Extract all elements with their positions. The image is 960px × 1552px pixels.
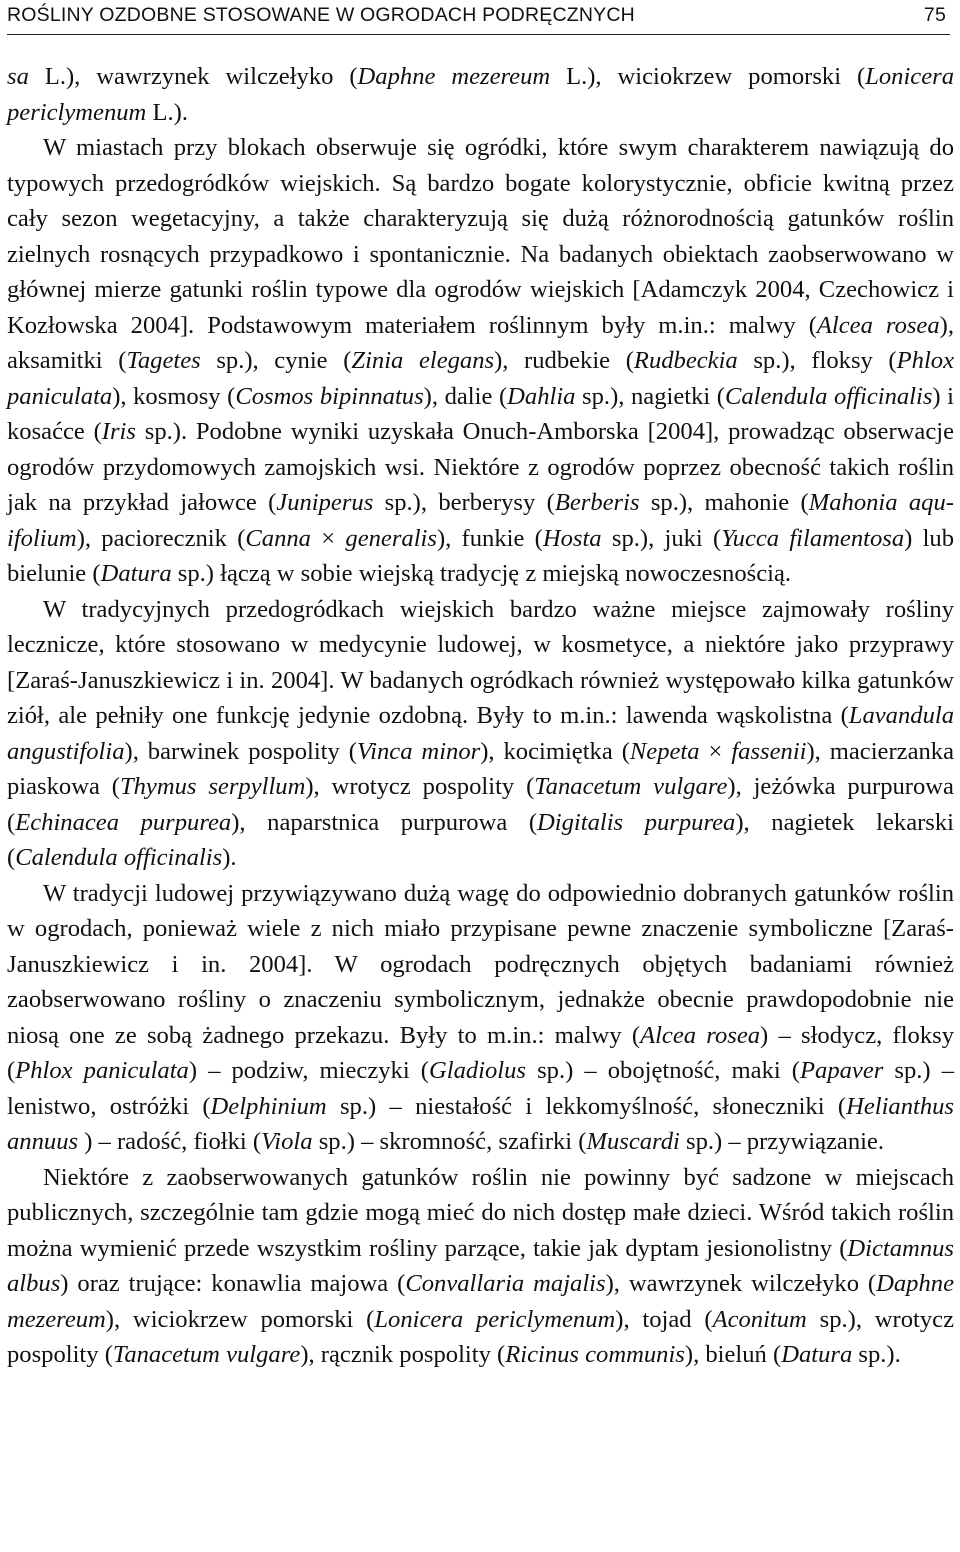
text-run: W tradycji ludowej przywiązywano dużą wagę do odpowiednio dobranych gatunków roślin w ogrodach, ponieważ wiele z nich miało przypisane pewne znaczenie symboliczne [Zaraś-Januszkiewicz i in. 2004]. W ogrodach podręcznych objętych badaniami również zaobserwowano rośliny o znaczeniu symbolicznym, jednakże obecnie prawdopodobnie nie niosą one ze sobą żadnego przekazu. Były to m.in.: malwy ( [7,879,954,1049]
text-run: ), wawrzynek wilczełyko ( [605,1270,877,1297]
text-run: W tradycyjnych przedogródkach wiejskich bardzo ważne miejsce zajmowały rośliny lecznicze, które stosowano w medycynie ludowej, w kosmetyce, a niektóre jako przyprawy [Zaraś-Januszkiewicz i in. 2004]. W badanych ogródkach również występowało kilka gatunków ziół, ale pełniły one funkcję jedynie ozdobną. Były to m.in.: lawenda wąskolistna ( [7,595,954,729]
text-run: sp.), floksy ( [737,347,897,374]
text-run: ), funkie ( [436,524,543,552]
text-run: ), wrotycz pospolity ( [305,773,535,800]
text-run: ), kocimiętka ( [480,737,630,765]
species-name: Viola [261,1128,313,1155]
species-name: Canna [245,524,311,552]
text-run: ), naparstnica purpurowa ( [231,808,538,836]
species-name: Alcea rosea [816,311,940,339]
species-name: Phlox paniculata [7,347,955,410]
species-name: fassenii [731,737,807,765]
text-run: ) lub bielunie ( [7,524,955,587]
species-name: Lonicera periclymenum [374,1305,616,1333]
species-name: Phlox paniculata [15,1057,189,1084]
text-run: ), dalie ( [423,382,508,410]
text-run: ), nagietek lekarski ( [7,808,955,871]
species-name: Alcea rosea [640,1021,761,1049]
text-run: ), kosmosy ( [112,382,236,410]
text-run: sp.) – lenistwo, ostróżki ( [7,1057,955,1120]
text-run: ) – podziw, mieczyki ( [188,1057,429,1084]
text-run: L.), wawrzynek wilczełyko ( [28,63,358,90]
text-run: sp.), juki ( [601,524,722,552]
species-name: Dictamnus albus [7,1234,954,1297]
text-run: ) – radość, fiołki ( [78,1128,262,1155]
text-run: L.). [146,98,188,126]
text-run: sp.) – obojętność, maki ( [526,1057,800,1084]
text-run: sp.) – przywiązanie. [679,1128,885,1155]
text-run: sp.). Podobne wyniki uzyskała Onuch-Amborska [2004], prowadząc obserwacje ogrodów przydomowych zamojskich wsi. Niektóre z ogrodów poprzez obecność takich roślin jak na przykład jałowce ( [7,418,954,516]
paragraph [7,1160,954,1373]
species-name: Vinca minor [356,737,481,765]
species-name: Hosta [542,524,602,552]
text-run: ), wiciokrzew pomorski ( [105,1305,375,1333]
text-run: ) oraz trujące: konawlia majowa ( [60,1270,406,1297]
species-name: Rudbeckia [633,347,738,374]
text-run: sp.) – niestałość i lekkomyślność, słoneczniki ( [326,1092,847,1120]
species-name: Convallaria majalis [405,1270,606,1297]
species-name: Nepeta [629,737,700,765]
species-name: Digitalis purpurea [537,808,736,836]
species-name: Papaver [800,1057,884,1084]
text-run: ) i kosaćce ( [7,382,955,445]
species-name: Aconitum [712,1305,807,1333]
paragraph [7,59,954,130]
paragraph [7,876,954,1160]
text-run: sp.), berberysy ( [373,489,555,516]
paragraph [7,592,954,876]
species-name: Calendula officinalis [724,382,933,410]
species-name: Lavandula angustifolia [7,702,954,765]
text-run: sp.) łączą w sobie wiejską tradycję z miejską nowoczesnością. [171,560,792,587]
text-run: ), jeżówka purpurowa ( [7,773,954,836]
species-name: Helianthus annuus [7,1092,954,1155]
species-name: Mahonia aquifolium [7,489,954,552]
species-name: Tanacetum vulgare [112,1341,301,1368]
species-name: Iris [101,418,136,445]
text-run: ), paciorecznik ( [76,524,246,552]
body-text [7,59,954,1373]
species-name: Yucca filamentosa [721,524,905,552]
species-name: Daphne mezereum [357,63,551,90]
species-name: Juniperus [276,489,374,516]
text-run: × [310,524,346,552]
species-name: generalis [345,524,437,552]
species-name: Lonicera periclymenum [7,63,954,126]
text-run: ), macierzanka piaskowa ( [7,737,955,800]
species-name: Daphne mezereum [7,1270,954,1333]
text-run: W miastach przy blokach obserwuje się ogródki, które swym charakterem nawiązują do typowych przedogródków wiejskich. Są bardzo bogate kolorystycznie, obficie kwitną przez cały sezon wegetacyjny, a także charakteryzują się dużą różnorodnością gatunków roślin zielnych rosnących przypadkowo i spontanicznie. Na badanych obiektach zaobserwowano w głównej mierze gatunki roślin typowe dla ogrodów wiejskich [Adamczyk 2004, Czechowicz i Kozłowska 2004]. Podstawowym materiałem roślinnym były m.in.: malwy ( [7,134,954,339]
paragraph [7,130,954,592]
text-run: × [699,737,732,765]
running-head [7,0,950,35]
species-name: Tanacetum vulgare [534,773,728,800]
page-number: 75 [923,4,946,26]
species-name: Muscardi [586,1128,680,1155]
text-run: sp.), wrotycz pospolity ( [7,1305,954,1368]
text-run: ), bieluń ( [684,1341,782,1368]
species-name: Calendula officinalis [15,844,223,871]
text-run: ), tojad ( [615,1305,713,1333]
species-name: Berberis [554,489,640,516]
species-name: Zinia elegans [351,347,495,374]
text-run: ), barwinek pospolity ( [124,737,357,765]
text-run: sp.). [852,1341,901,1368]
species-name: Echinacea purpurea [15,808,232,836]
species-name: Datura [100,560,172,587]
species-name: sa [7,63,29,90]
running-title: ROŚLINY OZDOBNE STOSOWANE W OGRODACH PODRĘCZNYCH [7,4,635,26]
text-run: sp.) – skromność, szafirki ( [312,1128,587,1155]
text-run: ), rącznik pospolity ( [300,1341,506,1368]
species-name: Thymus serpyllum [119,773,306,800]
text-run: L.), wiciokrzew pomorski ( [550,63,866,90]
text-run: Niektóre z zaobserwowanych gatunków roślin nie powinny być sadzone w miejscach publicznych, szczególnie tam gdzie mogą mieć do nich dostęp małe dzieci. Wśród takich roślin można wymienić przede wszystkim rośliny parzące, takie jak dyptam jesionolistny ( [7,1163,954,1262]
species-name: Dahlia [507,382,576,410]
species-name: Datura [781,1341,853,1368]
species-name: Ricinus communis [505,1341,685,1368]
species-name: Delphinium [210,1092,327,1120]
text-run: ), rudbekie ( [494,347,634,374]
text-run: ), aksamitki ( [7,311,954,374]
text-run: sp.), cynie ( [200,347,352,374]
species-name: Cosmos bipinnatus [235,382,424,410]
text-run: ). [222,844,237,871]
species-name: Gladiolus [428,1057,526,1084]
text-run: sp.), nagietki ( [575,382,725,410]
species-name: Tagetes [126,347,201,374]
text-run: sp.), mahonie ( [639,489,809,516]
text-run: ) – słodycz, floksy ( [7,1021,955,1084]
